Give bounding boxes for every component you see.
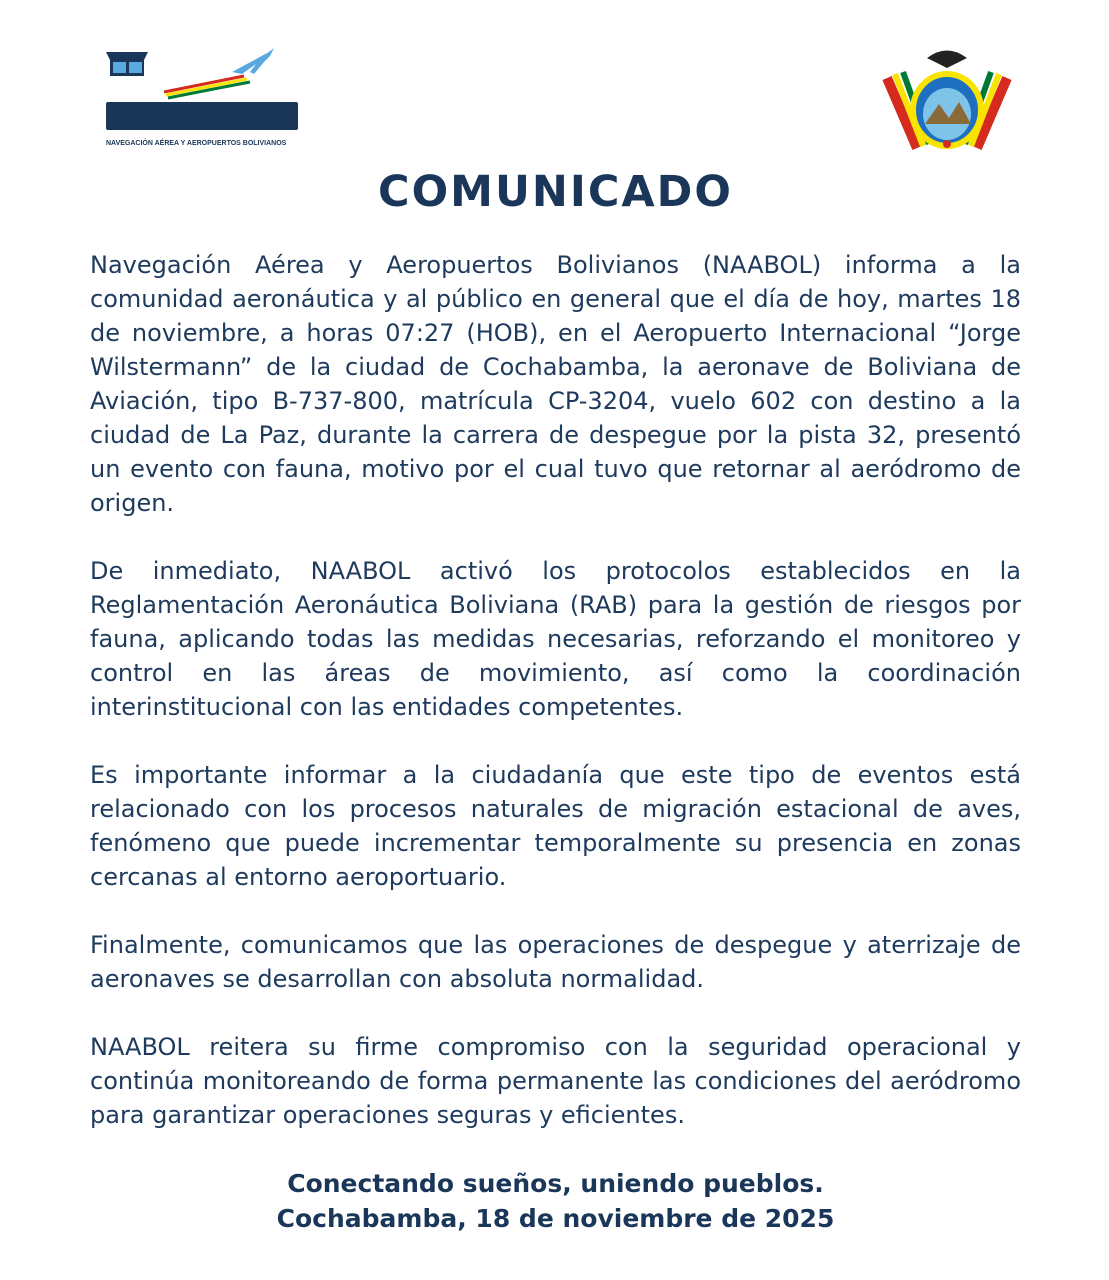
svg-text:NAVEGACIÓN AÉREA Y AEROPUERTOS: NAVEGACIÓN AÉREA Y AEROPUERTOS BOLIVIANOS bbox=[106, 140, 287, 147]
page-title: COMUNICADO bbox=[378, 167, 733, 217]
communique-body bbox=[90, 248, 1021, 1132]
paragraph: Navegación Aérea y Aeropuertos Bolivianos (NAABOL) informa a la comunidad aeronáutica y al público en general que el día de hoy, martes 18 de noviembre, a horas 07:27 (HOB), en el Aeropuerto Internacional “Jorge Wilstermann” de la ciudad de Cochabamba, la aeronave de Boliviana de Aviación, tipo B-737-800, matrícula CP-3204, vuelo 602 con destino a la ciudad de La Paz, durante la carrera de despegue por la pista 32, presentó un evento con fauna, motivo por el cual tuvo que retornar al aeródromo de origen. bbox=[90, 251, 1021, 517]
slogan: Conectando sueños, uniendo pueblos. bbox=[287, 1169, 824, 1198]
bolivia-coat-of-arms bbox=[877, 38, 1017, 160]
place-date: Cochabamba, 18 de noviembre de 2025 bbox=[276, 1204, 835, 1233]
naabol-logo bbox=[104, 48, 304, 148]
paragraph: De inmediato, NAABOL activó los protocolos establecidos en la Reglamentación Aeronáutica Boliviana (RAB) para la gestión de riesgos por fauna, aplicando todas las medidas necesarias, reforzando el monitoreo y control en las áreas de movimiento, así como la coordinación interinstitucional con las entidades competentes. bbox=[90, 557, 1021, 721]
paragraph: Finalmente, comunicamos que las operaciones de despegue y aterrizaje de aeronaves se desarrollan con absoluta normalidad. bbox=[90, 931, 1021, 993]
header bbox=[90, 38, 1021, 162]
paragraph: Es importante informar a la ciudadanía que este tipo de eventos está relacionado con los procesos naturales de migración estacional de aves, fenómeno que puede incrementar temporalmente su presencia en zonas cercanas al entorno aeroportuario. bbox=[90, 761, 1021, 891]
paragraph: NAABOL reitera su firme compromiso con la seguridad operacional y continúa monitoreando de forma permanente las condiciones del aeródromo para garantizar operaciones seguras y eficientes. bbox=[90, 1033, 1021, 1129]
footer bbox=[90, 1166, 1021, 1236]
